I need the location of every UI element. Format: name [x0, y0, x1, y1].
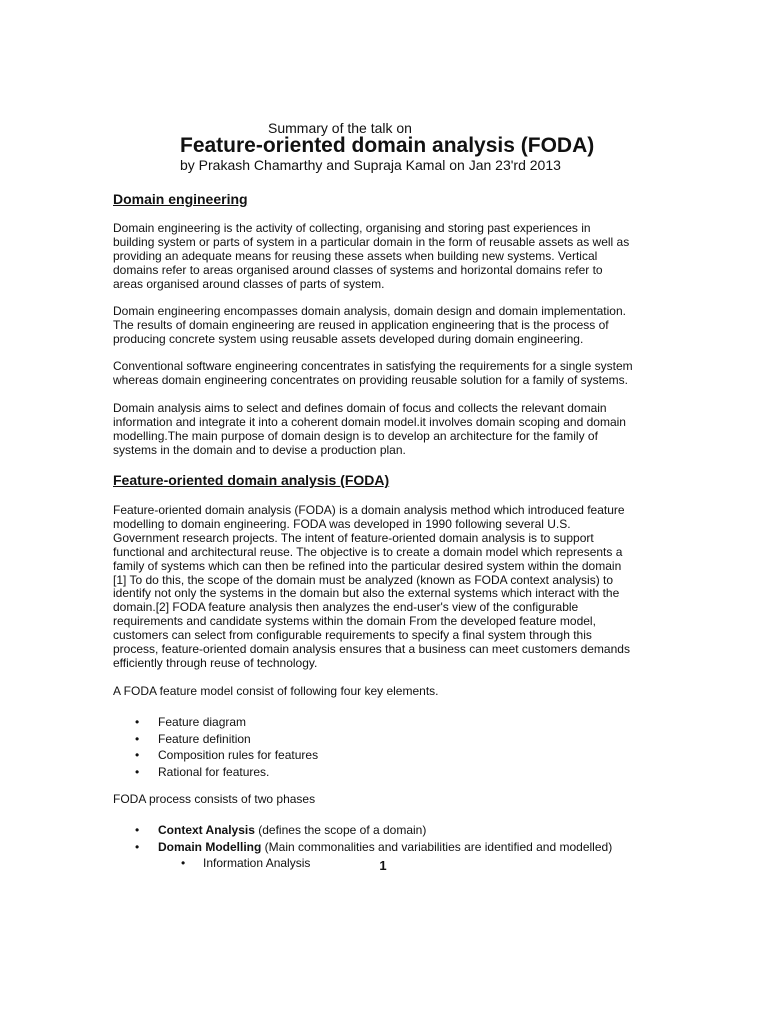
text-line: modelling.The main purpose of domain design is to develop an architecture for the family of — [113, 428, 598, 443]
document-title: Feature-oriented domain analysis (FODA) — [180, 134, 595, 157]
text-line: customers can select from configurable requirements to specify a final system through this — [113, 628, 592, 643]
list-item-text — [158, 822, 426, 839]
text-line: [1] To do this, the scope of the domain must be analyzed (known as FODA context analysis) to — [113, 572, 614, 587]
text-line: providing an adequate means for reusing these assets when building new systems. Vertical — [113, 248, 598, 263]
page-number-text: 1 — [379, 858, 387, 873]
section-heading-domain-engineering: Domain engineering — [113, 191, 248, 207]
text-line: information and integrate it into a coherent domain model.it involves domain scoping and domain — [113, 414, 626, 429]
list-item-text: Feature diagram — [158, 715, 247, 729]
paragraph-domain-engineering-definition — [113, 222, 658, 292]
phase-term: Domain Modelling — [158, 839, 262, 854]
phase-description: (defines the scope of a domain) — [254, 823, 427, 837]
paragraph-domain-engineering-parts — [113, 305, 658, 347]
text-line: Domain analysis aims to select and defines domain of focus and collects the relevant domain — [113, 401, 607, 415]
list-item-text: Composition rules for features — [158, 748, 319, 762]
section-heading-foda: Feature-oriented domain analysis (FODA) — [113, 472, 390, 488]
list-item-text: Feature definition — [158, 731, 251, 746]
text-line: Feature-oriented domain analysis (FODA) is a domain analysis method which introduced feature — [113, 503, 625, 517]
text-line: family of systems which can then be refined into the particular desired system within the domain — [113, 558, 622, 573]
paragraph-foda-description — [113, 504, 658, 671]
phase-term: Context Analysis — [158, 823, 255, 837]
bullet-glyph: • — [135, 764, 140, 779]
list-item-text: Information Analysis — [203, 856, 311, 870]
text-line: Domain engineering is the activity of collecting, organising and storing past experiences in — [113, 221, 591, 235]
text-line: FODA process consists of two phases — [113, 792, 316, 806]
bullet-glyph: • — [135, 839, 140, 854]
text-line: A FODA feature model consist of following four key elements. — [113, 684, 439, 698]
text-line: domain.[2] FODA feature analysis then analyzes the end-user's view of the configurable — [113, 600, 579, 615]
text-line: producing concrete system using reusable assets developed during domain engineering. — [113, 331, 584, 346]
phase-description: (Main commonalities and variabilities are identified and modelled) — [261, 839, 613, 854]
text-line: areas organised around classes of parts of system. — [113, 276, 385, 291]
paragraph-domain-analysis — [113, 402, 658, 458]
text-line: The results of domain engineering are reused in application engineering that is the process of — [113, 317, 609, 332]
text-line: requirements and candidate systems within the domain From the developed feature model, — [113, 614, 596, 629]
text-line: Conventional software engineering concentrates in satisfying the requirements for a single system — [113, 359, 633, 373]
bullet-glyph: • — [135, 748, 140, 762]
text-line: identify not only the systems in the domain but also the external systems which interact with the — [113, 586, 620, 601]
bullet-glyph: • — [135, 715, 140, 729]
list-item-text — [158, 839, 612, 856]
author-byline: by Prakash Chamarthy and Supraja Kamal on Jan 23'rd 2013 — [180, 157, 561, 173]
text-line: whereas domain engineering concentrates on providing reusable solution for a family of systems. — [113, 372, 628, 387]
text-line: Domain engineering encompasses domain analysis, domain design and domain implementation. — [113, 304, 626, 318]
text-line: process, feature-oriented domain analysis ensures that a business can meet customers demands — [113, 642, 630, 657]
paragraph-conventional-vs-domain — [113, 360, 658, 388]
text-line: building system or parts of system in a particular domain in the form of reusable assets as well as — [113, 234, 630, 249]
text-line: modelling to domain engineering. FODA was developed in 1990 following several U.S. — [113, 516, 571, 531]
bullet-glyph: • — [181, 856, 186, 870]
bullet-glyph: • — [135, 731, 140, 746]
bullet-glyph: • — [135, 823, 140, 837]
list-item-text: Rational for features. — [158, 764, 270, 779]
text-line: domains refer to areas organised around classes of systems and horizontal domains refer to — [113, 262, 603, 277]
page-number — [0, 858, 768, 873]
talk-summary-label: Summary of the talk on — [268, 120, 412, 136]
paragraph-model-intro — [113, 685, 658, 699]
text-line: efficiently through reuse of technology. — [113, 655, 318, 670]
paragraph-process-intro — [113, 793, 658, 807]
text-line: functional and architectural reuse. The objective is to create a domain model which represents a — [113, 544, 623, 559]
text-line: systems in the domain and to devise a production plan. — [113, 442, 406, 457]
text-line: Government research projects. The intent of feature-oriented domain analysis is to support — [113, 530, 594, 545]
